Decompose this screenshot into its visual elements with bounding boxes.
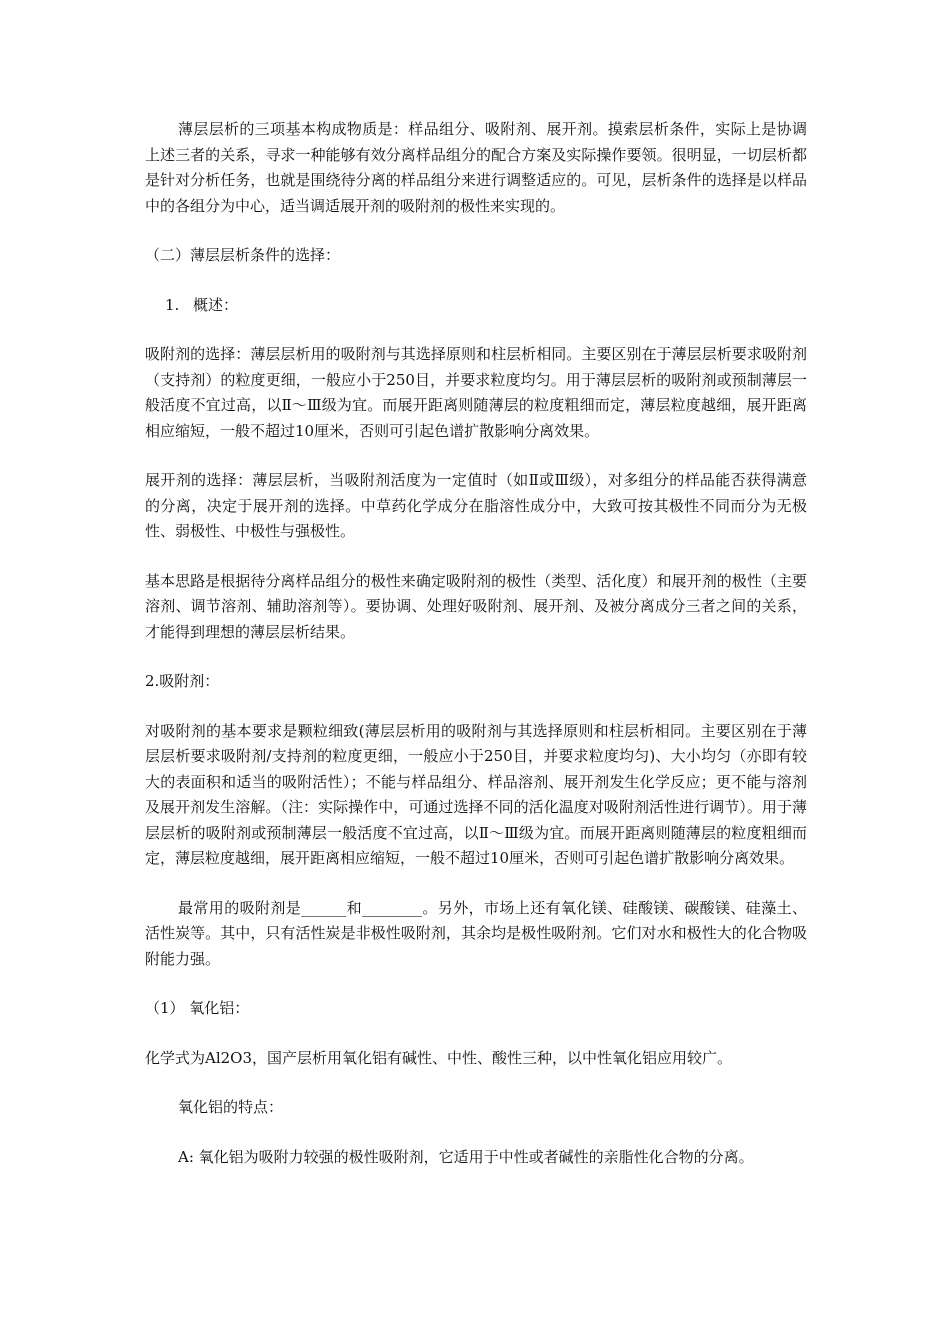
- solvent-choice-paragraph: 展开剂的选择：薄层层析，当吸附剂活度为一定值时（如Ⅱ或Ⅲ级），对多组分的样品能否获得满意的分离，决定于展开剂的选择。中草药化学成分在脂溶性成分中，大致可按其极性不同而分为无极性、弱极性、中极性与强极性。: [145, 471, 807, 540]
- alumina-heading: （1） 氧化铝：: [145, 999, 250, 1017]
- intro-paragraph: 薄层层析的三项基本构成物质是：样品组分、吸附剂、展开剂。摸索层析条件，实际上是协调上述三者的关系，寻求一种能够有效分离样品组分的配合方案及实际操作要领。很明显，一切层析都是针对分析任务，也就是围绕待分离的样品组分来进行调整适应的。可见，层析条件的选择是以样品中的各组分为中心，适当调适展开剂的吸附剂的极性来实现的。: [145, 120, 807, 215]
- subsection-heading-overview: [145, 293, 807, 319]
- subsection-heading-adsorbent: 2.吸附剂：: [145, 672, 220, 690]
- alumina-formula-paragraph: 化学式为Al2O3，国产层析用氧化铝有碱性、中性、酸性三种，以中性氧化铝应用较广。: [145, 1048, 733, 1067]
- alumina-features-heading: 氧化铝的特点：: [178, 1098, 284, 1116]
- adsorbent-choice-paragraph: 吸附剂的选择：薄层层析用的吸附剂与其选择原则和柱层析相同。主要区别在于薄层层析要求吸附剂（支持剂）的粒度更细，一般应小于250目，并要求粒度均匀。用于薄层层析的吸附剂或预制薄层一般活度不宜过高，以Ⅱ～Ⅲ级为宜。而展开距离则随薄层的粒度粗细而定，薄层粒度越细，展开距离相应缩短，一般不超过10厘米，否则可引起色谱扩散影响分离效果。: [145, 345, 807, 440]
- alumina-feature-a: A: 氧化铝为吸附力较强的极性吸附剂，它适用于中性或者碱性的亲脂性化合物的分离。: [178, 1147, 754, 1166]
- list-number: 1.: [165, 295, 180, 314]
- common-adsorbents-paragraph: 最常用的吸附剂是______和________。另外，市场上还有氧化镁、硅酸镁、碳酸镁、硅藻土、活性炭等。其中，只有活性炭是非极性吸附剂，其余均是极性吸附剂。它们对水和极性大的化合物吸附能力强。: [145, 898, 807, 968]
- adsorbent-requirements-paragraph: 对吸附剂的基本要求是颗粒细致(薄层层析用的吸附剂与其选择原则和柱层析相同。主要区别在于薄层层析要求吸附剂/支持剂的粒度更细，一般应小于250目，并要求粒度均匀)、大小均匀（亦即有较大的表面积和适当的吸附活性）；不能与样品组分、样品溶剂、展开剂发生化学反应；更不能与溶剂及展开剂发生溶解。（注：实际操作中，可通过选择不同的活化温度对吸附剂活性进行调节）。用于薄层层析的吸附剂或预制薄层一般活度不宜过高，以Ⅱ～Ⅲ级为宜。而展开距离则随薄层的粒度粗细而定，薄层粒度越细，展开距离相应缩短，一般不超过10厘米，否则可引起色谱扩散影响分离效果。: [145, 721, 807, 867]
- section-heading: （二）薄层层析条件的选择：: [145, 246, 341, 264]
- subsection-title: 概述：: [193, 295, 239, 314]
- document-page: [145, 117, 807, 1170]
- basic-idea-paragraph: 基本思路是根据待分离样品组分的极性来确定吸附剂的极性（类型、活化度）和展开剂的极性（主要溶剂、调节溶剂、辅助溶剂等）。要协调、处理好吸附剂、展开剂、及被分离成分三者之间的关系，才能得到理想的薄层层析结果。: [145, 571, 807, 641]
